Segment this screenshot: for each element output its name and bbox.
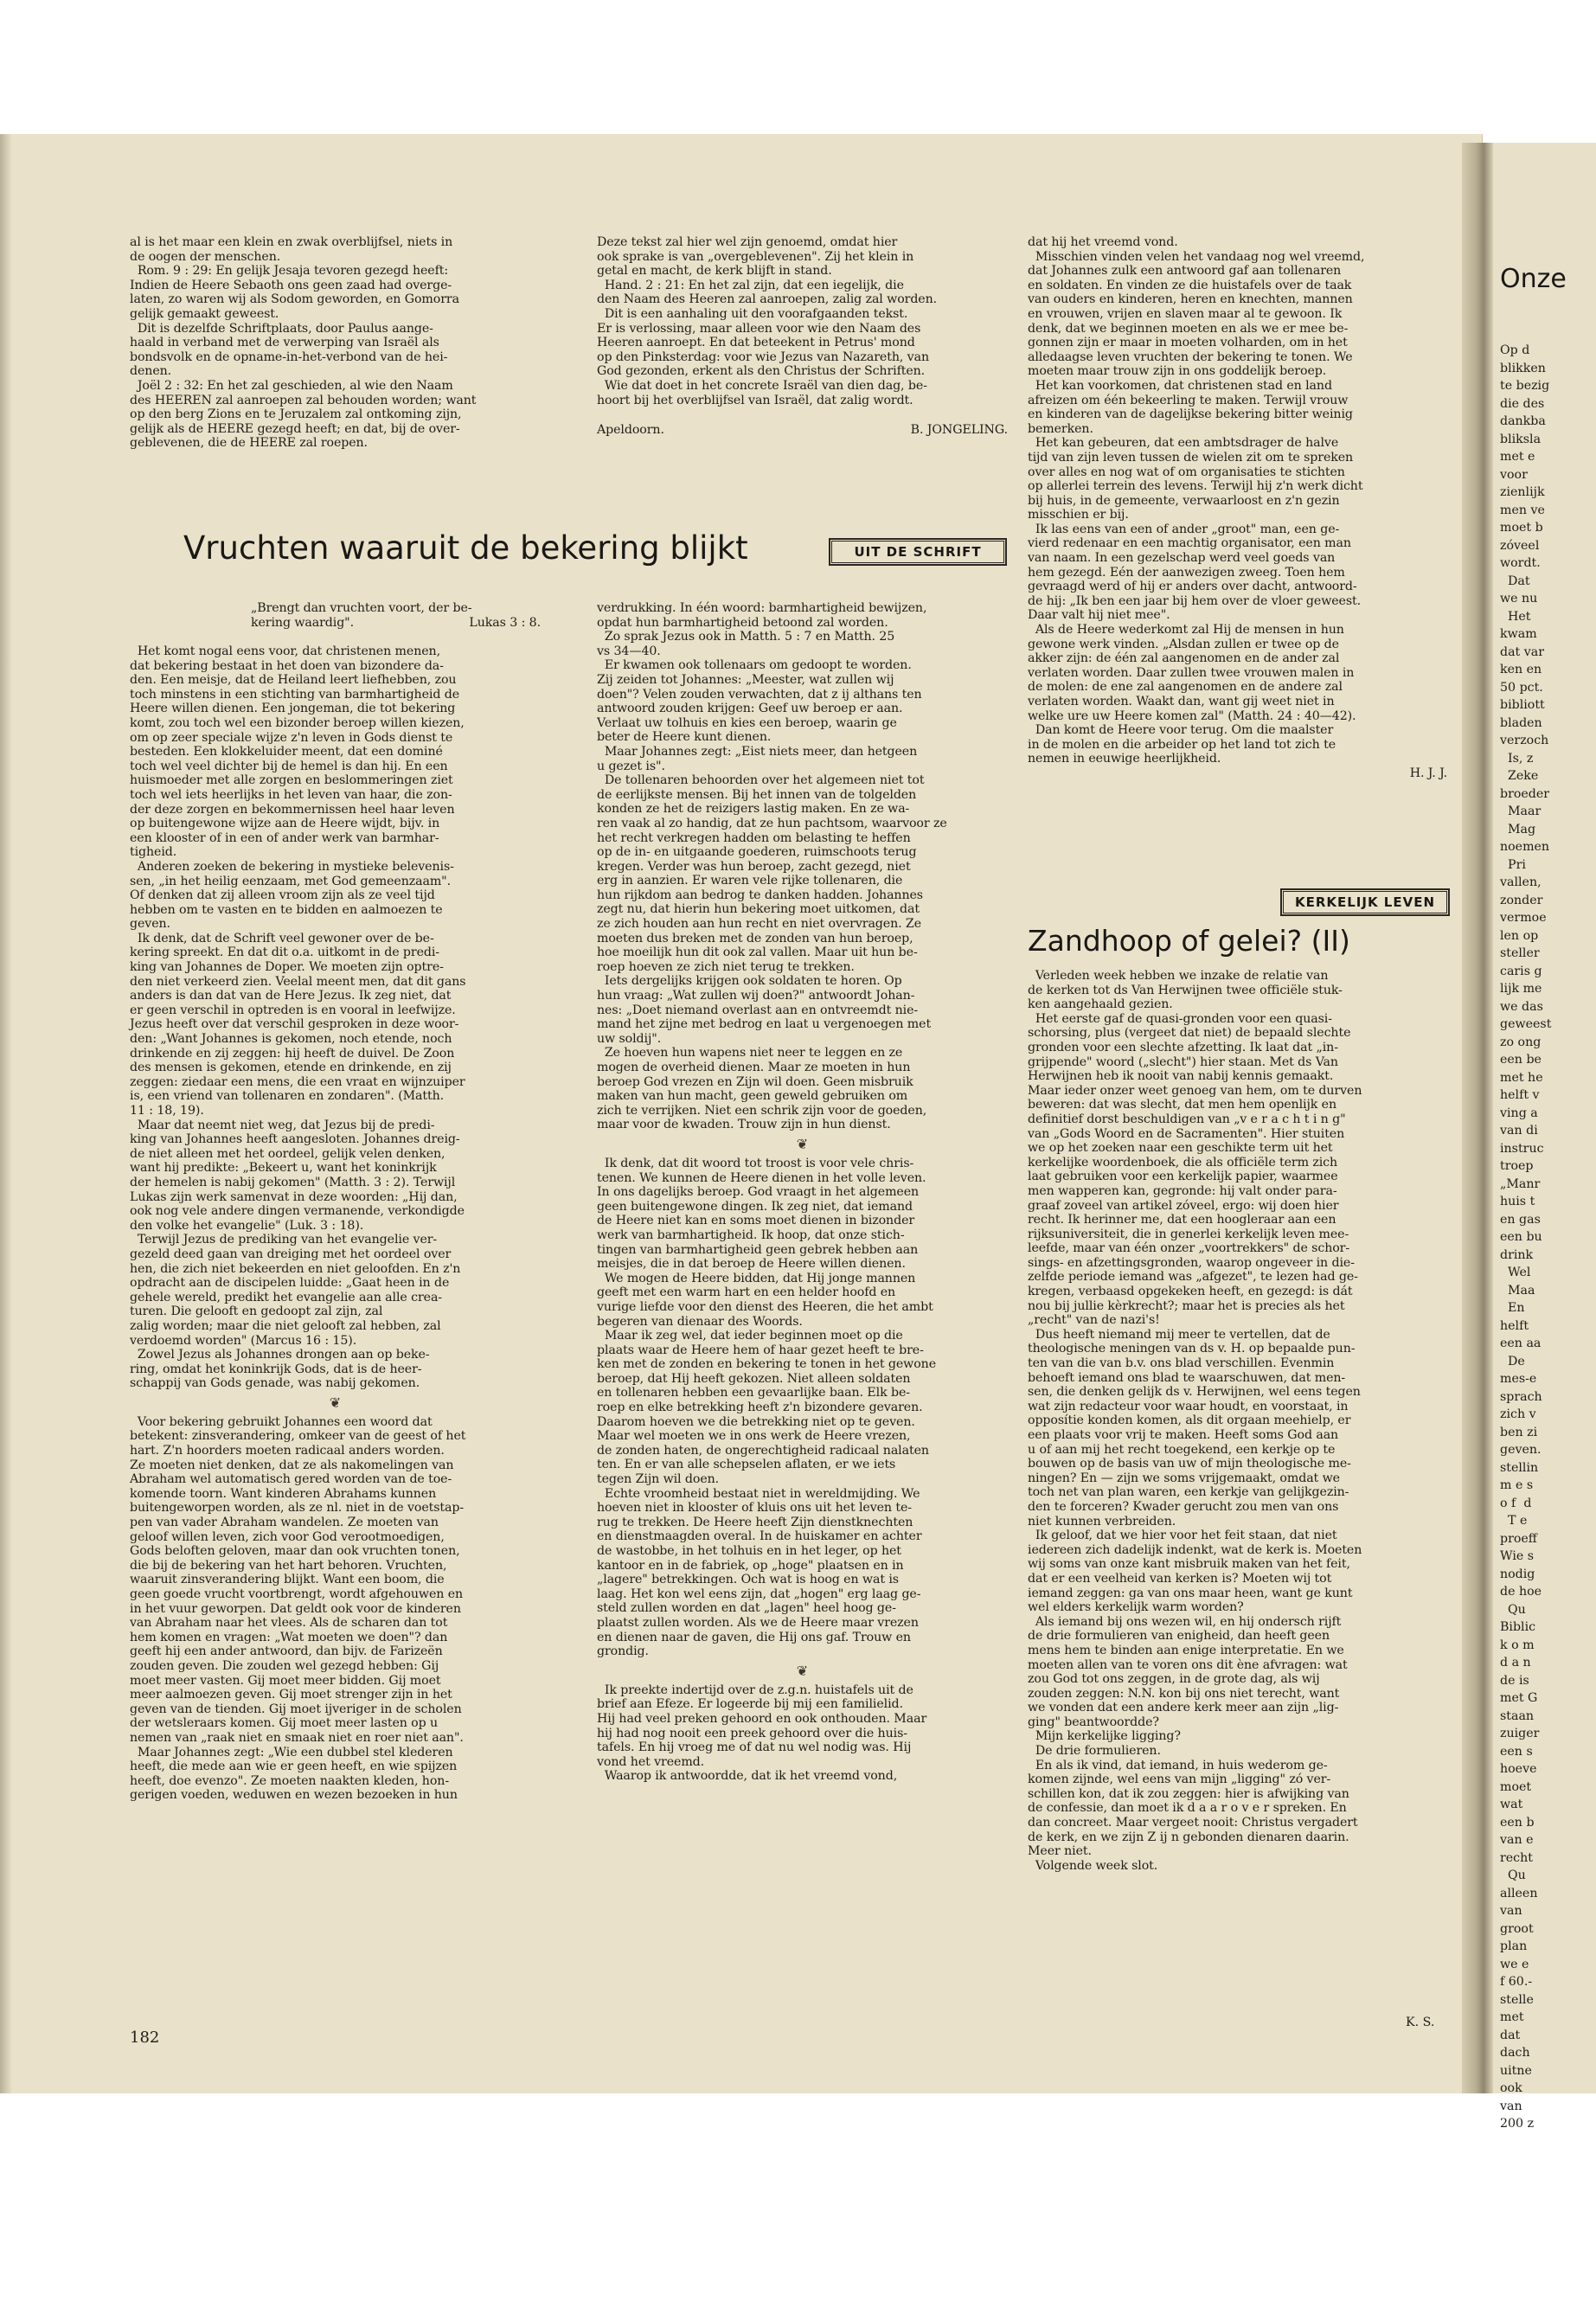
adjacent-page-line: dankba [1500,414,1546,428]
adjacent-page-line: Qu [1500,1602,1526,1617]
article-title: Vruchten waaruit de bekering blijkt [183,529,748,567]
adjacent-page-line: proeff [1500,1531,1537,1546]
section-ornament: ❦ [796,1662,809,1679]
adjacent-page-line: een be [1500,1053,1542,1067]
adjacent-page-line: verzoch [1500,734,1549,747]
adjacent-page-line: sprach [1500,1389,1542,1404]
section-ornament: ❦ [329,1394,342,1411]
adjacent-page-line: van [1500,1904,1522,1918]
adjacent-page-line: Qu [1500,1868,1526,1882]
adjacent-page-column [1500,342,1551,2133]
adjacent-page-line: en gas [1500,1212,1541,1227]
adjacent-page-line: zienlijk [1500,485,1545,499]
adjacent-page-line: instruc [1500,1141,1544,1156]
adjacent-page-line: caris g [1500,964,1542,978]
top-continuation-col2 [597,235,1008,452]
adjacent-page-line: die des [1500,396,1545,411]
adjacent-page-line: vermoe [1500,911,1547,925]
adjacent-page-line: een bu [1500,1230,1542,1244]
adjacent-page-line: mes-e [1500,1372,1537,1386]
section-tag-label: KERKELIJK LEVEN [1283,891,1447,913]
adjacent-page-line: broeder [1500,786,1550,801]
adjacent-page-line: dat [1500,2028,1521,2042]
adjacent-page-line: helft v [1500,1088,1540,1102]
adjacent-page-line: een aa [1500,1336,1542,1350]
adjacent-page-line: bladen [1500,715,1542,730]
article1-col1 [130,601,541,1803]
adjacent-page-line: te bezig [1500,379,1550,393]
continuation-text: Deze tekst zal hier wel zijn genoemd, omdat hier ook sprake is van „overgeblevenen". Zij het klein in getal en macht, de kerk blijft in stand. Hand. 2 : 21: En het zal zijn, dat een iegelijk, die den Naam des Heeren zal aanroepen, zalig zal worden. Dit is een aanhaling uit den voorafgaanden tekst. Er is verlossing, maar alleen voor wie den Naam des Heeren aanroept. En dat beteekent in Petrus' mond op den Pinksterdag: voor wie Jezus van Nazareth, van God gezonden, erkent als den Christus der Schriften. Wie dat doet in het concrete Israël van dien dag, be- hoort bij het overblijfsel van Israël, dat zalig wordt. [597,235,938,407]
author-signature: H. J. J. [1409,766,1447,780]
adjacent-page-line: ook [1500,2081,1522,2095]
continuation-text: al is het maar een klein en zwak overblijfsel, niets in de oogen der menschen. Rom. 9 : 29: En gelijk Jesaja tevoren gezegd heeft: Indien de Heere Sebaoth ons geen zaad had overge- laten, zo waren wij als Sodom geworden, en Gomorra gelijk gemaakt geweest. Dit is dezelfde Schriftplaats, door Paulus aange- haald in verband met de verwerping van Israël als bondsvolk en de opname-in-het-verbond van de hei- denen. Joël 2 : 32: En het zal geschieden, al wie den Naam des HEEREN zal aanroepen zal behouden worden; want op den berg Zions en te Jeruzalem zal ontkoming zijn, gelijk als de HEERE gezegd heeft; en dat, bij de over- geblevenen, die de HEERE zal roepen. [130,235,477,451]
adjacent-page-line: vallen, [1500,875,1542,889]
adjacent-page-line: Biblic [1500,1620,1536,1634]
article2-title: Zandhoop of gelei? (II) [1028,924,1350,958]
adjacent-page-line: moet [1500,1779,1532,1794]
adjacent-page-line: Maar [1500,804,1542,818]
article-paragraphs: Het komt nogal eens voor, dat christenen menen, dat bekering bestaat in het doen van bizondere da- den. Een meisje, dat de Heiland leert liefhebben, zou toch minstens in een stichting van barmhartigheid de Heere willen dienen. Een jongeman, die tot bekering komt, zou toch wel een bizonder beroep willen kiezen, om op zeer speciale wijze z'n leven in Gods dienst te besteden. Een klokkeluider meent, dat een dominé toch wel veel dichter bij de hemel is dan hij. En een huismoeder met alle zorgen en beslommeringen ziet toch wel iets heerlijks in het leven van haar, die zon- der deze zorgen en bekommernissen heel haar leven op buitengewone wijze aan de Heere wijdt, bijv. in een klooster of in een of ander werk van barmhar- tigheid. Anderen zoeken de bekering in mystieke belevenis- sen, „in het heilig eenzaam, met God gemeenzaam". Of denken dat zij alleen vroom zijn als ze veel tijd hebben om te vasten en te bidden en aalmoezen te geven. Ik denk, dat de Schrift veel gewoner over de be- kering spreekt. En dat dit o.a. uitkomt in de predi- king van Johannes de Doper. We moeten zijn optre- den niet verkeerd zien. Veelal meent men, dat dit gans anders is dan dat van de Here Jezus. Ik zeg niet, dat er geen verschil in optreden is en vooral in leefwijze. Jezus heeft over dat verschil gesproken in deze woor- den: „Want Johannes is gekomen, noch etende, noch drinkende en zij zeggen: hij heeft de duivel. De Zoon des mensen is gekomen, etende en drinkende, en zij zeggen: ziedaar een mens, die een vraat en wijnzuiper is, een vriend van tollenaren en zondaren". (Matth. 11 : 18, 19). Maar dat neemt niet weg, dat Jezus bij de predi- king van Johannes heeft aangesloten. Johannes dreig- de niet alleen met het oordeel, gelijk velen denken, want hij predikte: „Bekeert u, want het koninkrijk der hemelen is nabij gekomen" (Matth. 3 : 2). Terwijl Lukas zijn werk samenvat in deze woorden: „Hij dan, ook nog vele andere dingen vermanende, verkondigde den volke het evangelie" (Luk. 3 : 18). Terwijl Jezus de prediking van het evangelie ver- gezeld deed gaan van dreiging met het oordeel over hen, die zich niet bekeerden en niet geloofden. En z'n opdracht aan de discipelen luidde: „Gaat heen in de gehele wereld, predikt het evangelie aan alle crea- turen. Die gelooft en gedoopt zal zijn, zal zalig worden; maar die niet gelooft zal hebben, zal verdoemd worden" (Marcus 16 : 15). Zowel Jezus als Johannes drongen aan op beke- ring, omdat het koninkrijk Gods, dat is de heer- schappij van Gods genade, was nabij gekomen. [130,644,466,1391]
adjacent-page-line: zo ong [1500,1035,1542,1049]
adjacent-page-line: lijk me [1500,982,1542,996]
adjacent-page-line: ving a [1500,1106,1538,1120]
adjacent-page-line: Is, z [1500,751,1534,766]
article2-body [1028,969,1447,1873]
adjacent-page-line: zuiger [1500,1727,1540,1740]
adjacent-page-line: voor [1500,467,1535,482]
adjacent-page-line: met he [1500,1070,1543,1085]
article1-col2 [597,601,1008,1784]
adjacent-page-line: geweest [1500,1017,1552,1031]
article-paragraphs: Ik preekte indertijd over de z.g.n. huistafels uit de brief aan Efeze. Er logeerde bij mij een familielid. Hij had veel preken gehoord en ook onthouden. Maar hij had nog nooit een preek gehoord over die huis- tafels. En hij vroeg me of dat nu wel nodig was. Hij vond het vreemd. Waarop ik antwoordde, dat ik het vreemd vond, [597,1682,927,1784]
adjacent-page-line: bliksla [1500,432,1542,446]
adjacent-page-line: Het [1500,609,1531,624]
article-paragraphs: verdrukking. In één woord: barmhartigheid bewijzen, opdat hun barmhartigheid betoond zal worden. Zo sprak Jezus ook in Matth. 5 : 7 en Matth. 25 vs 34—40. Er kwamen ook tollenaars om gedoopt te worden. Zij zeiden tot Johannes: „Meester, wat zullen wij doen"? Velen zouden verwachten, dat z ij althans ten antwoord zouden krijgen: Geef uw beroep er aan. Verlaat uw tolhuis en kies een beroep, waarin ge beter de Heere kunt dienen. Maar Johannes zegt: „Eist niets meer, dan hetgeen u gezet is". De tollenaren behoorden over het algemeen niet tot de eerlijkste mensen. Bij het innen van de tolgelden konden ze het de reizigers lastig maken. En ze wa- ren vaak al zo handig, dat ze hun pachtsom, waarvoor ze het recht verkregen hadden om belasting te heffen op de in- en uitgaande goederen, ruimschoots terug kregen. Verder was hun beroep, zacht gezegd, niet erg in aanzien. Er waren vele rijke tollenaren, die hun rijkdom aan bedrog te danken hadden. Johannes zegt nu, dat hierin hun bekering moet uitkomen, dat ze zich houden aan hun recht en niet overvragen. Ze moeten dus breken met de zonden van hun beroep, hoe moeilijk hun dit ook zal vallen. Maar uit hun be- roep hoeven ze zich niet terug te trekken. Iets dergelijks krijgen ook soldaten te horen. Op hun vraag: „Wat zullen wij doen?" antwoordt Johan- nes: „Doet niemand overlast aan en ontvreemdt nie- mand het zijne met bedrog en laat u vergenoegen met uw soldij". Ze hoeven hun wapens niet neer te leggen en ze mogen de overheid dienen. Maar ze moeten in hun beroep God vrezen en Zijn wil doen. Geen misbruik maken van hun macht, geen geweld gebruiken om zich te verrijken. Niet een schrik zijn voor de goeden, maar voor de kwaden. Trouw zijn in hun dienst. [597,601,947,1132]
section-tag-label: UIT DE SCHRIFT [831,541,1004,563]
section-ornament: ❦ [796,1135,809,1152]
adjacent-page-line: een s [1500,1744,1533,1759]
adjacent-page-line: stellin [1500,1460,1539,1475]
adjacent-page-line: uitne [1500,2063,1532,2078]
adjacent-page-line: met G [1500,1691,1538,1705]
adjacent-page-line: Wel [1500,1266,1531,1279]
adjacent-page-line: dach [1500,2046,1530,2060]
adjacent-page-line: Dat [1500,574,1530,588]
author-signature: K. S. [1406,2016,1435,2029]
adjacent-page-line: drink [1500,1247,1534,1262]
adjacent-page-line: kwam [1500,627,1537,641]
section-tag [1280,888,1450,916]
place-line: Apeldoorn. [597,423,664,438]
adjacent-page-line: groot [1500,1921,1534,1936]
adjacent-page-line: noemen [1500,840,1550,854]
adjacent-page-line: f 60.- [1500,1975,1533,1989]
adjacent-page-line: een b [1500,1815,1535,1830]
epigraph: „Brengt dan vruchten voort, der be- kering waardig". [251,601,472,630]
adjacent-page-line: stelle [1500,1992,1534,2007]
adjacent-page-line: Zeke [1500,769,1539,783]
adjacent-page-line: hoeve [1500,1762,1537,1776]
adjacent-page-line: wordt. [1500,556,1541,570]
section-tag [829,538,1007,566]
adjacent-page-line: bibliott [1500,698,1545,712]
epigraph-reference: Lukas 3 : 8. [469,615,541,630]
adjacent-page-line: we das [1500,999,1543,1014]
adjacent-page-line: staan [1500,1708,1535,1723]
article-paragraphs: dat hij het vreemd vond. Misschien vinden velen het vandaag nog wel vreemd, dat Johannes zulk een antwoord gaf aan tollenaren en soldaten. En vinden ze die huistafels over de taak van ouders en kinderen, heren en knechten, mannen en vrouwen, vrijen en slaven maar al te gewoon. Ik denk, dat we beginnen moeten en als we er mee be- gonnen zijn er maar in moeten volharden, om in het alledaagse leven vruchten der bekering te tonen. We moeten maar trouw zijn in ons goddelijk beroep. Het kan voorkomen, dat christenen stad en land afreizen om één bekeerling te maken. Terwijl vrouw en kinderen van de dagelijkse bekering bitter weinig bemerken. Het kan gebeuren, dat een ambtsdrager de halve tijd van zijn leven tussen de wielen zit om te spreken over alles en nog wat of om organisaties te stichten op allerlei terrein des levens. Terwijl hij z'n werk dicht bij huis, in de gemeente, verwaarloost en z'n gezin misschien er bij. Ik las eens van een of ander „groot" man, een ge- vierd redenaar en een machtig organisator, een man van naam. In een gezelschap werd veel goeds van hem gezegd. Eén der aanwezigen zweeg. Toen hem gevraagd werd of hij er anders over dacht, antwoord- de hij: „Ik ben een jaar bij hem over de vloer geweest. Daar valt hij niet mee". Als de Heere wederkomt zal Hij de mensen in hun gewone werk vinden. „Alsdan zullen er twee op de akker zijn: de één zal aangenomen en de ander zal verlaten worden. Daar zullen twee vrouwen malen in de molen: de ene zal aangenomen en de andere zal verlaten worden. Waakt dan, want gij weet niet in welke ure uw Heere komen zal" (Matth. 24 : 40—42). Dan komt de Heere voor terug. Om die maalster in de molen en die arbeider op het land tot zich te nemen in eeuwige heerlijkheid. [1028,235,1365,766]
adjacent-page-line: de is [1500,1673,1529,1688]
adjacent-page-line: Maa [1500,1283,1535,1298]
adjacent-page-line: wat [1500,1798,1523,1811]
adjacent-page-line: nodig [1500,1567,1535,1581]
adjacent-page-line: zóveel [1500,538,1540,553]
page-number: 182 [130,2029,160,2047]
article-paragraphs: Voor bekering gebruikt Johannes een woord dat betekent: zinsverandering, omkeer van de geest of het hart. Z'n hoorders moeten radicaal anders worden. Ze moeten niet denken, dat ze als nakomelingen van Abraham wel automatisch gered worden van de toe- komende toorn. Want kinderen Abrahams kunnen buitengeworpen worden, als ze nl. niet in de voetstap- pen van vader Abraham wandelen. Ze moeten van geloof willen leven, zich voor God verootmoedigen, Gods beloften geloven, maar dan ook vruchten tonen, die bij de bekering van het hart behoren. Vruchten, waaruit zinsverandering blijkt. Want een boom, die geen goede vrucht voortbrengt, wordt afgehouwen en in het vuur geworpen. Dat geldt ook voor de kinderen van Abraham naar het vlees. Als de scharen dan tot hem komen en vragen: „Wat moeten we doen"? dan geeft hij een ander antwoord, dan bijv. de Farizeën zouden geven. Die zouden wel gezegd hebben: Gij moet meer vasten. Gij moet meer bidden. Gij moet meer aalmoezen geven. Gij moet strenger zijn in het geven van de tienden. Gij moet ijveriger in de scholen der wetsleraars komen. Gij moet meer lasten op u nemen van „raak niet en smaak niet en roer niet aan". Maar Johannes zegt: „Wie een dubbel stel klederen heeft, die mede aan wie er geen heeft, en wie spijzen heeft, doe evenzo". Ze moeten naakten kleden, hon- gerigen voeden, weduwen en wezen bezoeken in hun [130,1414,466,1803]
adjacent-page-line: met e [1500,450,1535,464]
adjacent-page-line: zich v [1500,1407,1536,1421]
adjacent-page-line: van e [1500,1833,1534,1847]
adjacent-page-line: men ve [1500,503,1545,517]
article1-col3 [1028,235,1447,781]
adjacent-page-line: k o m [1500,1638,1535,1652]
top-continuation-col1 [130,235,541,451]
adjacent-page-line: Wie s [1500,1549,1535,1563]
adjacent-page-line: van [1500,2099,1522,2113]
article-paragraphs: Ik denk, dat dit woord tot troost is voor vele chris- tenen. We kunnen de Heere dienen in het volle leven. In ons dagelijks beroep. God vraagt in het algemeen geen buitengewone dingen. Ik zeg niet, dat iemand de Heere niet kan en soms moet dienen in bizonder werk van barmhartigheid. Ik hoop, dat onze stich- tingen van barmhartigheid geen gebrek hebben aan meisjes, die in dat beroep de Heere willen dienen. We mogen de Heere bidden, dat Hij jonge mannen geeft met een warm hart en een helder hoofd en vurige liefde voor den dienst des Heeren, die het ambt begeren van dienaar des Woords. Maar ik zeg wel, dat ieder beginnen moet op die plaats waar de Heere hem of haar gezet heeft te bre- ken met de zonden en bekering te tonen in het gewone beroep, dat Hij heeft gekozen. Niet alleen soldaten en tollenaren hebben een gevaarlijke baan. Elk be- roep en elke betrekking heeft z'n bizondere gevaren. Daarom hoeven we die betrekking niet op te geven. Maar wel moeten we in ons werk de Heere vrezen, de zonden haten, de ongerechtigheid radicaal nalaten ten. En er van alle schepselen aflaten, er we iets tegen Zijn wil doen. Echte vroomheid bestaat niet in wereldmijding. We hoeven niet in klooster of kluis ons uit het leven te- rug te trekken. De Heere heeft Zijn dienstknechten en dienstmaagden overal. In de huiskamer en achter de wastobbe, in het tolhuis en in het leger, op het kantoor en in de fabriek, op „hoge" plaatsen en in „lagere" betrekkingen. Och wat is hoog en wat is laag. Het kon wel eens zijn, dat „hogen" erg laag ge- steld zullen worden en dat „lagen" heel hoog ge- plaatst zullen worden. Als we de Heere maar vrezen en dienen naar de gaven, die Hij ons gaf. Trouw en grondig. [597,1156,936,1659]
adjacent-page-line: we e [1500,1957,1529,1971]
adjacent-page-line: zonder [1500,893,1543,907]
adjacent-page-line: we nu [1500,592,1538,606]
adjacent-page-line: Op d [1500,343,1530,357]
adjacent-page-line: ben zi [1500,1425,1538,1439]
adjacent-page-line: dat var [1500,644,1545,659]
adjacent-page-title: Onze [1500,264,1567,294]
adjacent-page-line: plan [1500,1939,1528,1953]
adjacent-page [1493,143,1596,2131]
adjacent-page-line: d a n [1500,1656,1531,1670]
adjacent-page-line: steller [1500,946,1540,960]
author-signature: B. JONGELING. [910,423,1008,438]
adjacent-page-line: helft [1500,1318,1529,1333]
adjacent-page-line: troep [1500,1159,1534,1173]
adjacent-page-line: Pri [1500,857,1526,872]
adjacent-page-line: 200 z [1500,2117,1535,2131]
adjacent-page-line: geven. [1500,1443,1542,1457]
adjacent-page-line: met [1500,2010,1524,2024]
adjacent-page-line: 50 pct. [1500,680,1543,695]
adjacent-page-line: En [1500,1301,1525,1315]
adjacent-page-line: „Manr [1500,1176,1541,1191]
binding-edge [0,134,12,2093]
adjacent-page-line: alleen [1500,1886,1538,1900]
adjacent-page-line: recht [1500,1850,1533,1865]
adjacent-page-line: blikken [1500,361,1546,375]
adjacent-page-line: van di [1500,1124,1538,1138]
adjacent-page-line: o f d [1500,1496,1532,1510]
adjacent-page-line: de hoe [1500,1585,1542,1599]
page-gutter [1462,143,1493,2093]
adjacent-page-line: T e [1500,1514,1528,1528]
adjacent-page-line: moet b [1500,521,1543,535]
article-paragraphs: Verleden week hebben we inzake de relatie van de kerken tot ds Van Herwijnen twee officiële stuk- ken aangehaald gezien. Het eerste gaf de quasi-gronden voor een quasi- schorsing, plus (vergeet dat niet) de bepaald slechte gronden voor een slechte afzetting. Ik laat dat „in- grijpende" woord („slecht") hier staan. Met ds Van Herwijnen heb ik nooit van nabij kennis gemaakt. Maar ieder onzer weet genoeg van hem, om te durven beweren: dat was slecht, dat men hem openlijk en definitief dorst beschuldigen van „v e r a c h t i n g" van „Gods Woord en de Sacramenten". Hier stuiten we op het zoeken naar een geschikte term uit het kerkelijke woordenboek, die als officiële term zich laat gebruiken voor een kerkelijk papier, waarmee men wapperen kan, gegronde: hij valt onder para- graaf zoveel van artikel zóveel, ergo: wij doen hier recht. Ik herinner me, dat een hoogleraar aan een rijksuniversiteit, die in generlei kerkelijk leven mee- leefde, maar van één onzer „voortrekkers" de schor- sings- en afzettingsgronden, waarop ongeveer in die- zelfde periode iemand was „afgezet", te lezen had ge- kregen, verbaasd opgekeken heeft, en gezegd: is dát nou bij jullie kèrkrecht?; maar het is precies als het „recht" van de nazi's! Dus heeft niemand mij meer te vertellen, dat de theologische meningen van ds v. H. op bepaalde pun- ten van die van b.v. ons blad verschillen. Evenmin behoeft iemand ons blad te waarschuwen, dat men- sen, die denken gelijk ds v. Herwijnen, wel eens tegen wat zijn redacteur voor waar houdt, en voorstaat, in opposítie konden komen, als dit orgaan meehielp, er een plaats voor vrij te maken. Heeft soms God aan u of aan mij het recht toegekend, een kerkje op te bouwen op de basis van uw of mijn theologische me- ningen? En — zijn we soms vrijgemaakt, omdat we toch net van plan waren, een kerkje van gelijkgezin- den te forceren? Kwader gerucht zou men van ons niet kunnen verbreiden. Ik geloof, dat we hier voor het feit staan, dat niet iedereen zich dadelijk indenkt, wat de kerk is. Moeten wij soms van onze kant misbruik maken van het feit, dat er een veelheid van kerken is? Moeten wij tot iemand zeggen: ga van ons maar heen, want ge kunt wel elders kerkelijk warm worden? Als iemand bij ons wezen wil, en hij ondersch rijft de drie formulieren van enigheid, dan heeft geen mens hem te binden aan enige interpretatie. En we moeten allen van te voren ons dit ène afvragen: wat zou God tot ons zeggen, in de grote dag, als wij zouden zeggen: N.N. kon bij ons niet terecht, want we vonden dat een andere kerk meer aan zijn „lig- ging" beantwoordde? Mijn kerkelijke ligging? De drie formulieren. En als ik vind, dat iemand, in huis wederom ge- komen zijnde, wel eens van mijn „ligging" zó ver- schillen kon, dat ik zou zeggen: hier is afwijking van de confessie, dan moet ik d a a r o v e r spreken. En dan concreet. Maar vergeet nooit: Christus vergadert de kerk, en we zijn Z ij n gebonden dienaren daarin. Meer niet. Volgende week slot. [1028,969,1362,1873]
adjacent-page-line: len op [1500,928,1539,943]
adjacent-page-line: huis t [1500,1195,1535,1208]
adjacent-page-line: De [1500,1354,1525,1368]
adjacent-page-line: m e s [1500,1478,1534,1492]
adjacent-page-line: ken en [1500,663,1542,676]
adjacent-page-line: Mag [1500,822,1536,836]
